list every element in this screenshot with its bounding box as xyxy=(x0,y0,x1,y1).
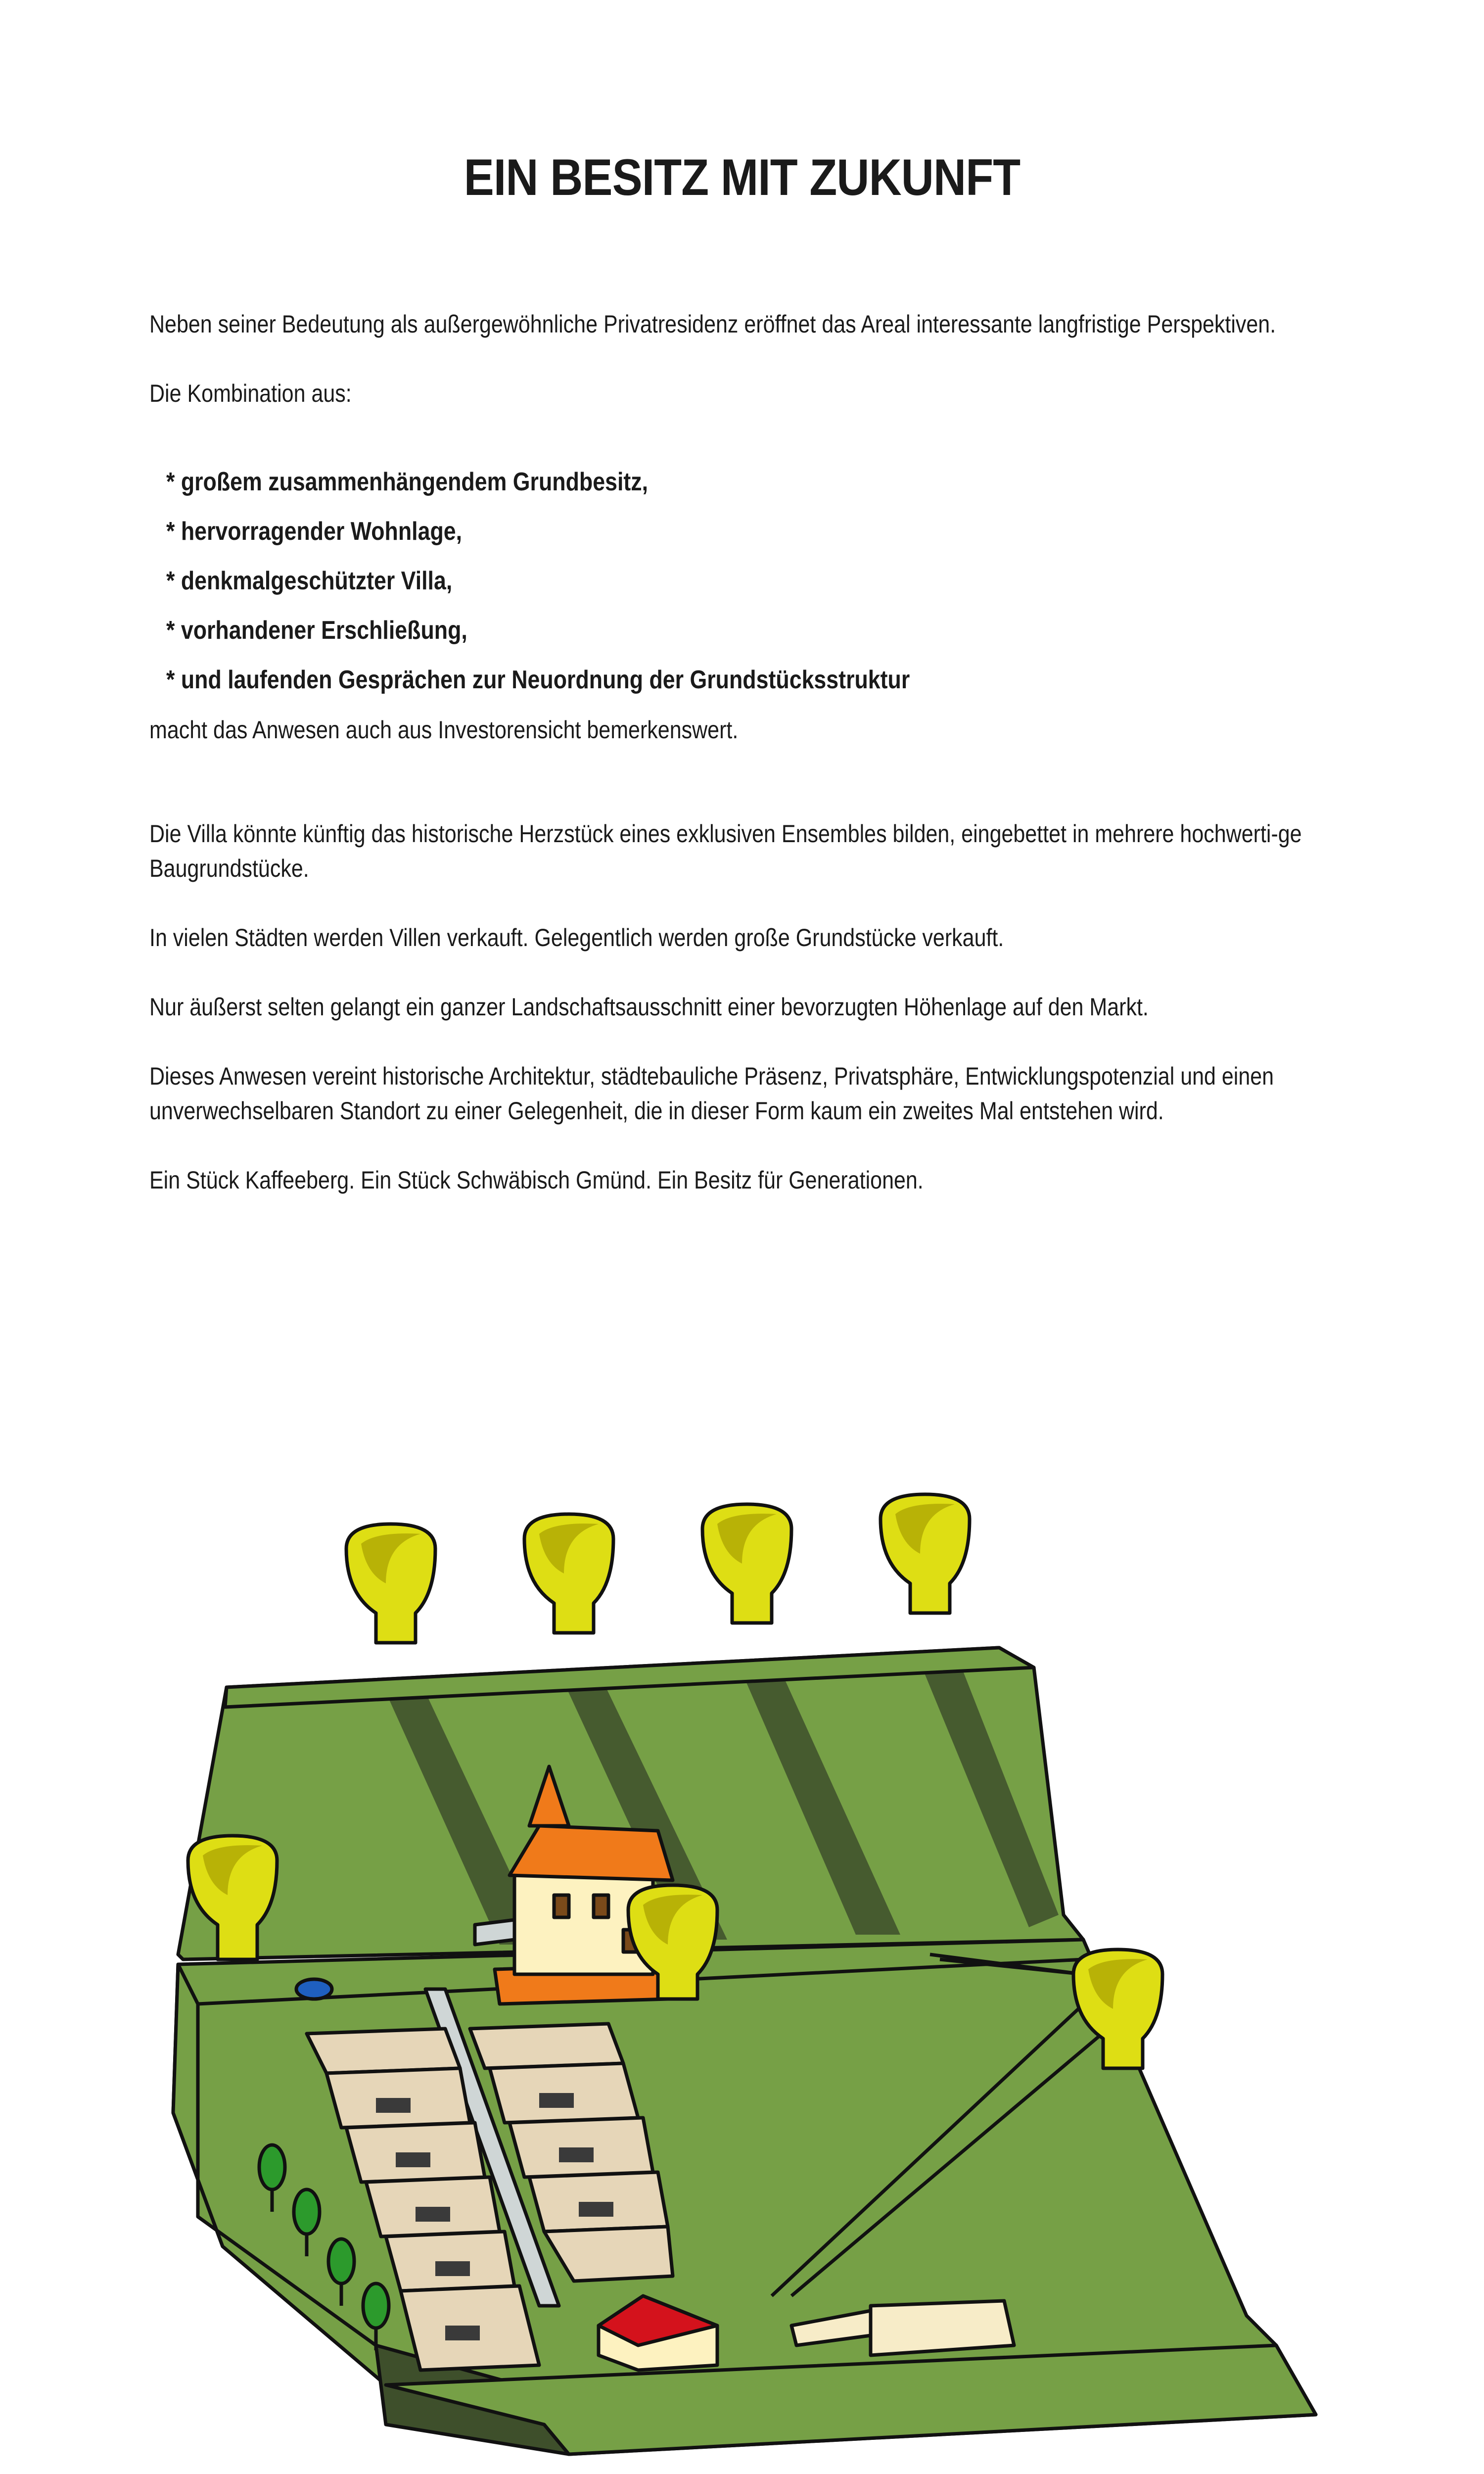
combination-label: Die Kombination aus: xyxy=(149,380,352,407)
advantage-item: * denkmalgeschützter Villa, xyxy=(166,567,453,595)
intro-paragraph: Neben seiner Bedeutung als außergewöhnliche Privatresidenz eröffnet das Areal interessante langfristige Perspektiven. xyxy=(149,310,1276,338)
paragraph-rare: Nur äußerst selten gelangt ein ganzer Landschaftsausschnitt einer bevorzugten Höhenlage auf den Markt. xyxy=(149,993,1149,1021)
paragraph-villa: Die Villa könnte künftig das historische Herzstück eines exklusiven Ensembles bilden, eingebettet in mehrere hochwerti-ge Baugrundstücke. xyxy=(149,820,1302,882)
estate-illustration xyxy=(0,1435,1484,2474)
advantage-item: * vorhandener Erschließung, xyxy=(166,616,467,645)
water-point-icon xyxy=(296,1979,332,1999)
advantage-item: * und laufenden Gesprächen zur Neuordnung der Grundstücksstruktur xyxy=(166,666,910,694)
page-title: EIN BESITZ MIT ZUKUNFT xyxy=(464,149,1020,206)
paragraph-estate: Dieses Anwesen vereint historische Architektur, städtebauliche Präsenz, Privatsphäre, Entwicklungspotenzial und einen unverwechselbaren Standort zu einer Gelegenheit, die in dieser Form kaum ein zweites Mal entstehen wird. xyxy=(149,1062,1274,1125)
paragraph-cities: In vielen Städten werden Villen verkauft. Gelegentlich werden große Grundstücke verkauft. xyxy=(149,924,1004,952)
investor-note: macht das Anwesen auch aus Investorensicht bemerkenswert. xyxy=(149,716,739,744)
paragraph-closing: Ein Stück Kaffeeberg. Ein Stück Schwäbisch Gmünd. Ein Besitz für Generationen. xyxy=(149,1166,924,1194)
advantage-item: * großem zusammenhängendem Grundbesitz, xyxy=(166,468,649,496)
advantage-item: * hervorragender Wohnlage, xyxy=(166,517,463,546)
advantages-list xyxy=(166,457,1230,705)
